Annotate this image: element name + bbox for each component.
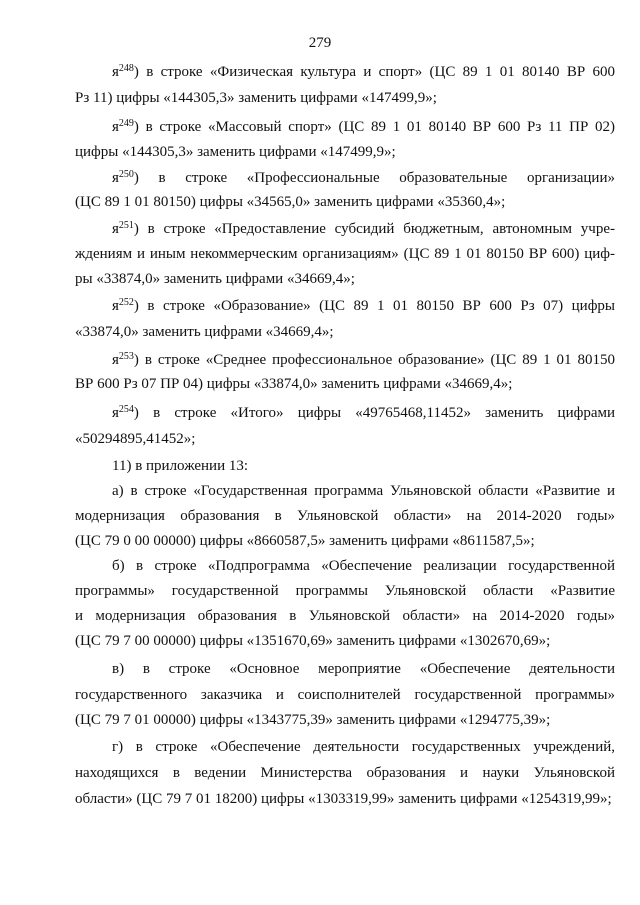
text-line: области» (ЦС 79 7 01 18200) цифры «1303319,99» заменить цифрами «1254319,99»;	[75, 791, 612, 807]
text-line: Рз 11) цифры «144305,3» заменить цифрами «147499,9»;	[75, 90, 437, 106]
text-line: $я^{250}$) в строке «Профессиональные образовательные организации»	[112, 169, 615, 186]
text-line: б) в строке «Подпрограмма «Обеспечение реализации государственной	[112, 558, 615, 574]
text-line: (ЦС 79 0 00 00000) цифры «8660587,5» заменить цифрами «8611587,5»;	[75, 533, 535, 549]
text-line: модернизация образования в Ульяновской области» на 2014-2020 годы»	[75, 508, 615, 524]
text-line: г) в строке «Обеспечение деятельности государственных учреждений,	[112, 739, 615, 755]
text-line: $я^{254}$) в строке «Итого» цифры «49765468,11452» заменить цифрами	[112, 404, 615, 421]
page-number: 279	[308, 35, 332, 51]
text-line: ВР 600 Рз 07 ПР 04) цифры «33874,0» заменить цифрами «34669,4»;	[75, 376, 513, 392]
text-line: «50294895,41452»;	[75, 431, 196, 447]
text-line: $я^{253}$) в строке «Среднее профессиональное образование» (ЦС 89 1 01 80150	[112, 351, 615, 368]
text-line: в) в строке «Основное мероприятие «Обеспечение деятельности	[112, 661, 615, 677]
text-line: программы» государственной программы Ульяновской области «Развитие	[75, 583, 615, 599]
text-line: находящихся в ведении Министерства образования и науки Ульяновской	[75, 765, 615, 781]
text-line: (ЦС 89 1 01 80150) цифры «34565,0» заменить цифрами «35360,4»;	[75, 194, 506, 210]
text-line: государственного заказчика и соисполнителей государственной программы»	[75, 687, 615, 703]
text-line: $я^{251}$) в строке «Предоставление субсидий бюджетным, автономным учре-	[112, 220, 615, 237]
text-line: и модернизация образования в Ульяновской области» на 2014-2020 годы»	[75, 608, 615, 624]
text-line: $я^{248}$) в строке «Физическая культура и спорт» (ЦС 89 1 01 80140 ВР 600	[112, 63, 615, 80]
text-line: цифры «144305,3» заменить цифрами «147499,9»;	[75, 144, 396, 160]
text-line: «33874,0» заменить цифрами «34669,4»;	[75, 324, 334, 340]
section-heading: 11) в приложении 13:	[112, 458, 249, 474]
text-line: (ЦС 79 7 01 00000) цифры «1343775,39» заменить цифрами «1294775,39»;	[75, 712, 551, 728]
text-line: ры «33874,0» заменить цифрами «34669,4»;	[75, 271, 355, 287]
text-line: $я^{252}$) в строке «Образование» (ЦС 89 1 01 80150 ВР 600 Рз 07) цифры	[112, 297, 615, 314]
text-line: ждениям и иным некоммерческим организациям» (ЦС 89 1 01 80150 ВР 600) циф-	[75, 246, 615, 262]
text-line: (ЦС 79 7 00 00000) цифры «1351670,69» заменить цифрами «1302670,69»;	[75, 633, 551, 649]
text-line: а) в строке «Государственная программа Ульяновской области «Развитие и	[112, 483, 615, 499]
text-line: $я^{249}$) в строке «Массовый спорт» (ЦС 89 1 01 80140 ВР 600 Рз 11 ПР 02)	[112, 118, 615, 135]
